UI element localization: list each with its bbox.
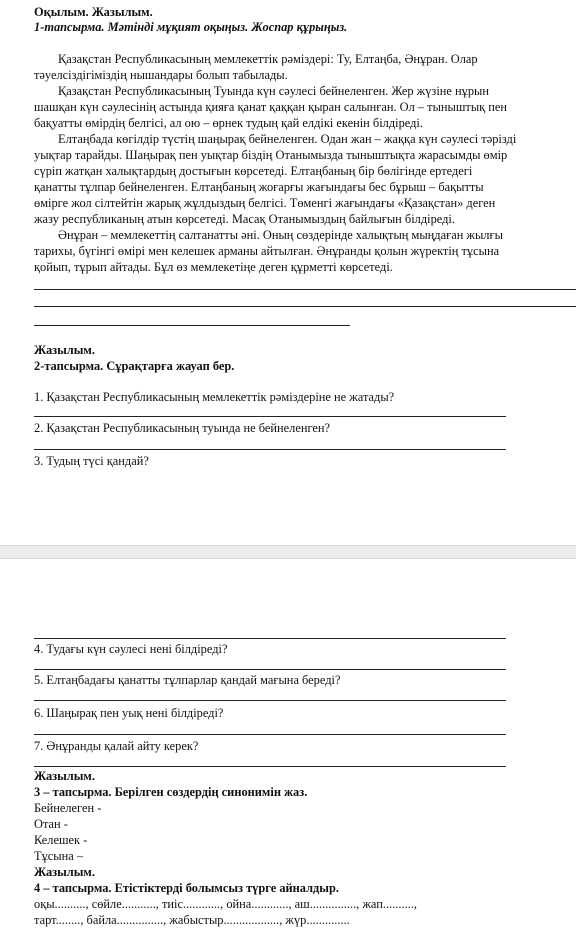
answer-line	[34, 289, 576, 290]
question-5: 5. Елтаңбадағы қанатты тұлпарлар қандай мағына береді?	[34, 673, 341, 687]
question-1: 1. Қазақстан Республикасының мемлекеттік рәміздеріне не жатады?	[34, 390, 395, 404]
synonym-word: Отан -	[34, 817, 68, 831]
section-heading: Жазылым.	[34, 865, 95, 879]
answer-line	[34, 638, 506, 639]
paragraph-line: Елтаңбада көгілдір түстің шаңырақ бейнеленген. Одан жан – жаққа күн сәулесі тәрізді	[58, 132, 517, 146]
paragraph-line: шашқан күн сәулесінің астында қияға қанат қаққан қыран салынған. Ол – тыныштық пен	[34, 100, 508, 114]
paragraph-line: Қазақстан Республикасының Туында күн сәулесі бейнеленген. Жер жүзіне нұрын	[58, 84, 489, 98]
paragraph-line: Әнұран – мемлекеттің салтанатты әні. Оның сөздерінде халықтың мыңдаған жылғы	[58, 228, 503, 242]
paragraph-line: қанатты тұлпар бейнеленген. Елтаңбаның жоғарғы жағындағы бес бұрыш – бақытты	[34, 180, 484, 194]
document-page-bottom	[0, 559, 576, 933]
task-title: 4 – тапсырма. Етістіктерді болымсыз түрге айналдыр.	[34, 881, 339, 895]
answer-line	[34, 734, 506, 735]
section-heading: Оқылым. Жазылым.	[34, 5, 153, 19]
task-title: 3 – тапсырма. Берілген сөздердің синонимін жаз.	[34, 785, 308, 799]
paragraph-line: қойып, тұрып айтады. Бұл өз мемлекетіңе деген құрметті көрсетеді.	[34, 260, 393, 274]
question-2: 2. Қазақстан Республикасының туында не бейнеленген?	[34, 421, 331, 435]
paragraph-line: өмірге жол сілтейтін жарық жұлдыздың белгісі. Төменгі жағындағы «Қазақстан» деген	[34, 196, 496, 210]
synonym-word: Келешек -	[34, 833, 88, 847]
question-3: 3. Тудың түсі қандай?	[34, 454, 149, 468]
synonym-word: Бейнелеген -	[34, 801, 102, 815]
synonym-word: Тұсына –	[34, 849, 84, 863]
question-6: 6. Шаңырақ пен уық нені білдіреді?	[34, 706, 224, 720]
answer-line	[34, 766, 506, 767]
answer-line	[34, 700, 506, 701]
section-heading: Жазылым.	[34, 769, 95, 783]
section-heading: Жазылым.	[34, 343, 95, 357]
question-4: 4. Тудағы күн сәулесі нені білдіреді?	[34, 642, 228, 656]
verb-line: оқы.........., сөйле..........., тиіс............, ойна............, аш..............., жап..........,	[34, 897, 417, 911]
answer-line	[34, 306, 576, 307]
paragraph-line: бақуатты өмірдің белгісі, ал ою – өрнек тудың қай елдікі екенін білдіреді.	[34, 116, 423, 130]
answer-line	[34, 416, 506, 417]
task-title: 2-тапсырма. Сұрақтарға жауап бер.	[34, 359, 235, 373]
verb-line: тарт........, байла..............., жабыстыр.................., жүр..............	[34, 913, 350, 927]
question-7: 7. Әнұранды қалай айту керек?	[34, 739, 199, 753]
paragraph-line: тарихы, бүгінгі өмірі мен келешек арманы айтылған. Әнұранды қолын жүректің тұсына	[34, 244, 500, 258]
paragraph-line: жазу республиканың атын көрсетеді. Масақ Отанымыздың байлығын білдіреді.	[34, 212, 455, 226]
paragraph-line: Қазақстан Республикасының мемлекеттік рәміздері: Ту, Елтаңба, Әнұран. Олар	[58, 52, 478, 66]
answer-line	[34, 669, 506, 670]
answer-line	[34, 449, 506, 450]
answer-line	[34, 325, 350, 326]
paragraph-line: тәуелсіздігіміздің нышандары болып табылады.	[34, 68, 288, 82]
page-break	[0, 545, 576, 559]
paragraph-line: сүріп жатқан халықтардың достығын көрсетеді. Елтаңбаның бір бөлігінде ертедегі	[34, 164, 473, 178]
task-title: 1-тапсырма. Мәтінді мұқият оқыңыз. Жоспар құрыңыз.	[34, 20, 348, 34]
paragraph-line: уықтар тарайды. Шаңырақ пен уықтар біздің Отанымызда тыныштықта жарасымды өмір	[34, 148, 508, 162]
